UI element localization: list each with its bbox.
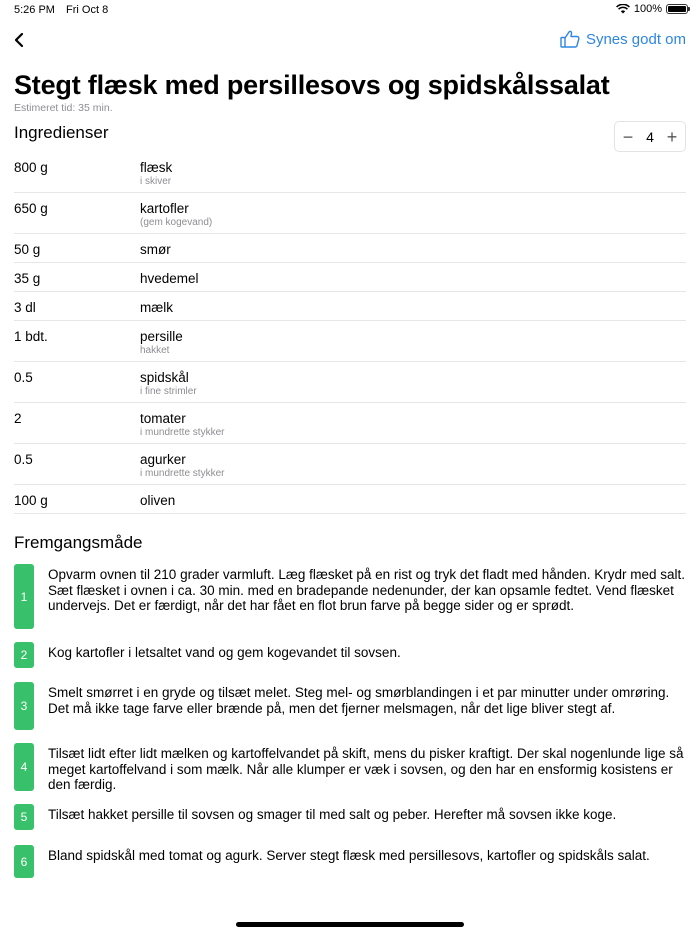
ingredient-info	[140, 370, 197, 402]
ingredient-quantity: 50 g	[14, 242, 41, 257]
ingredient-info	[140, 411, 224, 443]
estimated-time: Estimeret tid: 35 min.	[14, 102, 113, 114]
method-step	[14, 845, 686, 878]
ingredient-quantity: 100 g	[14, 493, 48, 508]
ingredient-info	[140, 201, 212, 233]
back-button[interactable]	[10, 28, 30, 52]
method-heading: Fremgangsmåde	[14, 533, 143, 552]
ingredient-info	[140, 160, 172, 192]
ingredient-row	[14, 362, 686, 403]
ingredient-quantity: 3 dl	[14, 300, 36, 315]
ingredient-row	[14, 152, 686, 193]
like-label: Synes godt om	[585, 30, 686, 48]
battery-level	[668, 6, 686, 12]
step-text: Bland spidskål med tomat og agurk. Server stegt flæsk med persillesovs, kartofler og spidskåls salat.	[48, 848, 650, 863]
ingredient-quantity: 1 bdt.	[14, 329, 48, 344]
servings-stepper	[614, 121, 686, 152]
ingredient-name: flæsk	[140, 160, 173, 175]
ingredient-name: mælk	[140, 300, 173, 315]
ingredient-note: i fine strimler	[140, 386, 197, 397]
nav-bar	[0, 24, 700, 60]
ingredients-heading: Ingredienser	[14, 123, 109, 142]
step-text: Opvarm ovnen til 210 grader varmluft. Læg flæsket på en rist og tryk det fladt med hånden. Krydr med salt. Sæt flæsket i ovnen i ca. 30 min. med en bradepande nedenunder, der kan opsamle fedtet. Vend flæsket undervejs. Det er færdigt, når det har fået en flot brun farve på begge sider og er sprødt.	[48, 567, 686, 613]
ingredient-note: i mundrette stykker	[140, 468, 225, 479]
like-button[interactable]	[560, 30, 686, 48]
step-text: Kog kartofler i letsaltet vand og gem kogevandet til sovsen.	[48, 645, 401, 660]
ingredient-quantity: 0.5	[14, 370, 33, 385]
ingredient-row	[14, 403, 686, 444]
status-date: Fri Oct 8	[66, 4, 109, 16]
step-text: Tilsæt lidt efter lidt mælken og kartoffelvandet på skift, mens du pisker kraftigt. Der skal nogenlunde lige så meget kartoffelvand i som mælk. Når alle klumper er væk i sovsen, og den har en ensformig kosistens er den færdig.	[48, 746, 684, 792]
ingredient-name: persille	[140, 329, 183, 344]
step-text: Smelt smørret i en gryde og tilsæt melet. Steg mel- og smørblandingen i et par minutter under omrøring. Det må ikke tage farve eller brænde på, men det fjerner melsmagen, når det lige bliver stegt af.	[48, 685, 670, 716]
ingredient-name: spidskål	[140, 370, 189, 385]
servings-value: 4	[646, 128, 654, 145]
ingredient-name: agurker	[140, 452, 186, 467]
step-number-badge: 4	[14, 743, 34, 791]
ingredient-row	[14, 234, 686, 263]
step-number-badge: 3	[14, 682, 34, 730]
ingredient-quantity: 0.5	[14, 452, 33, 467]
increase-button[interactable]: +	[666, 126, 678, 147]
ingredient-row	[14, 444, 686, 485]
ingredient-info	[140, 300, 173, 320]
ingredient-note: i mundrette stykker	[140, 427, 225, 438]
ingredient-info	[140, 271, 199, 291]
ingredient-name: tomater	[140, 411, 186, 426]
battery-icon	[666, 4, 688, 14]
ingredient-note: hakket	[140, 345, 170, 356]
ingredient-list	[14, 152, 686, 514]
ingredient-info	[140, 242, 171, 262]
ingredient-row	[14, 193, 686, 234]
ingredient-name: hvedemel	[140, 271, 199, 286]
status-bar	[0, 0, 700, 20]
method-step	[14, 682, 686, 730]
ingredient-name: kartofler	[140, 201, 189, 216]
step-text: Tilsæt hakket persille til sovsen og smager til med salt og peber. Herefter må sovsen ikke koge.	[48, 807, 617, 822]
ingredient-row	[14, 321, 686, 362]
method-step	[14, 642, 686, 668]
page-title: Stegt flæsk med persillesovs og spidskålssalat	[14, 70, 610, 100]
decrease-button[interactable]: −	[622, 126, 634, 147]
ingredient-name: smør	[140, 242, 171, 257]
ingredient-row	[14, 485, 686, 514]
wifi-icon	[616, 4, 630, 14]
ingredient-quantity: 800 g	[14, 160, 48, 175]
ingredient-note: i skiver	[140, 176, 172, 187]
step-number-badge: 6	[14, 845, 34, 878]
ingredient-row	[14, 263, 686, 292]
ingredient-name: oliven	[140, 493, 176, 508]
ingredient-row	[14, 292, 686, 321]
method-step	[14, 564, 686, 629]
step-number-badge: 5	[14, 804, 34, 830]
chevron-left-icon	[10, 28, 30, 52]
home-indicator[interactable]	[236, 922, 464, 927]
ingredient-quantity: 2	[14, 411, 22, 426]
ingredient-info	[140, 329, 183, 361]
ingredient-info	[140, 493, 175, 513]
status-time: 5:26 PM	[14, 4, 55, 16]
ingredient-note: (gem kogevand)	[140, 217, 213, 228]
step-number-badge: 2	[14, 642, 34, 668]
status-left	[14, 4, 116, 16]
method-step	[14, 743, 686, 793]
step-number-badge: 1	[14, 564, 34, 629]
battery-percent: 100%	[633, 3, 662, 15]
thumbs-up-icon	[560, 30, 580, 48]
ingredient-quantity: 650 g	[14, 201, 48, 216]
status-right	[616, 3, 688, 15]
ingredient-info	[140, 452, 224, 484]
method-step	[14, 804, 686, 830]
ingredient-quantity: 35 g	[14, 271, 41, 286]
